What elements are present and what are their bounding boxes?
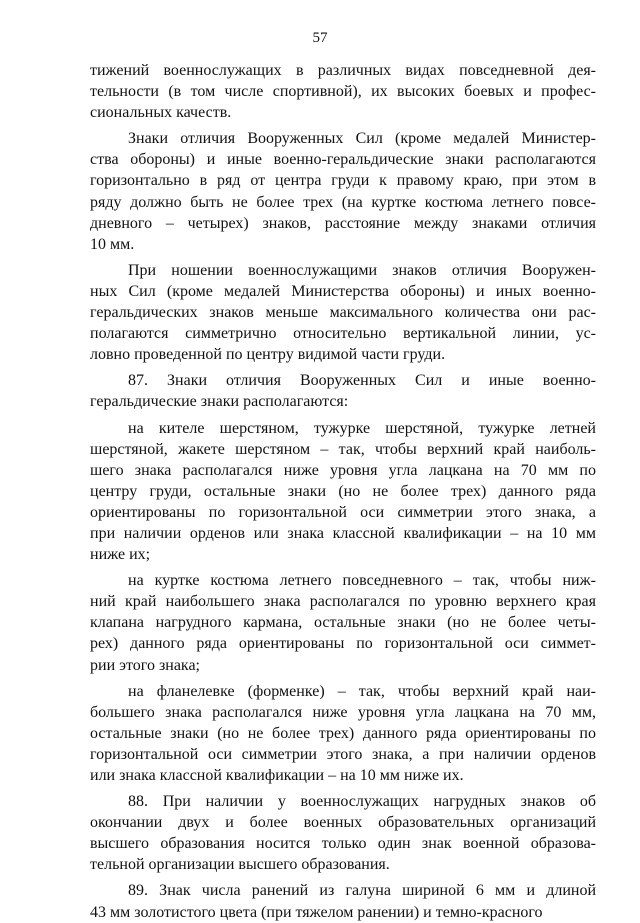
text-line: 89. Знак числа ранений из галуна шириной 6 мм и длиной <box>128 882 596 900</box>
paragraph <box>90 128 596 255</box>
text-line: ниже их; <box>90 546 151 564</box>
paragraph <box>90 791 596 875</box>
text-line: рех) данного ряда ориентированы по горизонтальной оси симмет- <box>90 635 596 653</box>
text-line: ства обороны) и иные военно-геральдические знаки располагаются <box>90 151 596 169</box>
text-line: полагаются симметрично относительно вертикальной линии, ус- <box>90 325 596 343</box>
text-line: ний край наибольшего знака располагался по уровню верхнего края <box>90 593 596 611</box>
text-line: тельности (в том числе спортивной), их высоких боевых и профес- <box>90 83 596 101</box>
text-line: шего знака располагался ниже уровня угла лацкана на 70 мм по <box>90 461 596 479</box>
text-line: 10 мм. <box>90 235 135 253</box>
text-line: на кителе шерстяном, тужурке шерстяной, тужурке летней <box>128 419 596 437</box>
text-line: остальные знаки (но не более трех) данного ряда ориентированы по <box>90 724 596 742</box>
text-line: ориентированы по горизонтальной оси симметрии этого знака, а <box>90 503 596 521</box>
text-line: шерстяной, жакете шерстяном – так, чтобы верхний край наиболь- <box>90 440 596 458</box>
text-line: при наличии орденов или знака классной квалификации – на 10 мм <box>90 524 596 542</box>
text-line: тельной организации высшего образования. <box>90 856 390 874</box>
text-line: 87. Знаки отличия Вооруженных Сил и иные военно- <box>128 372 596 390</box>
text-line: Знаки отличия Вооруженных Сил (кроме медалей Министер- <box>128 130 596 148</box>
text-line: окончании двух и более военных образовательных организаций <box>90 814 596 832</box>
text-line: тижений военнослужащих в различных видах повседневной дея- <box>90 62 596 79</box>
paragraph <box>90 370 596 412</box>
text-line: горизонтальной оси симметрии этого знака, а при наличии орденов <box>90 745 596 763</box>
text-line: на куртке костюма летнего повседневного – так, чтобы ниж- <box>128 572 596 590</box>
text-line: клапана нагрудного кармана, остальные знаки (но не более четы- <box>90 614 596 632</box>
text-line: дневного – четырех) знаков, расстояние между знаками отличия <box>90 214 596 232</box>
text-line: высшего образования носится только один знак военной образова- <box>90 835 596 853</box>
text-line: центру груди, остальные знаки (но не более трех) данного ряда <box>90 482 596 500</box>
text-line: горизонтально в ряд от центра груди к правому краю, при этом в <box>90 172 596 190</box>
text-line: ряду должно быть не более трех (на куртке костюма летнего повсе- <box>90 193 596 211</box>
text-line: большего знака располагался ниже уровня угла лацкана на 70 мм, <box>90 703 596 721</box>
text-line: или знака классной квалификации – на 10 мм ниже их. <box>90 767 464 784</box>
paragraph <box>90 570 596 675</box>
paragraph <box>90 60 596 123</box>
text-line: ных Сил (кроме медалей Министерства обороны) и иных военно- <box>90 282 596 300</box>
text-line: 43 мм золотистого цвета (при тяжелом ранении) и темно-красного <box>90 903 543 921</box>
text-line: 88. При наличии у военнослужащих нагрудных знаков об <box>128 793 596 811</box>
paragraph <box>90 880 596 922</box>
paragraph <box>90 418 596 566</box>
text-line: сиональных качеств. <box>90 104 232 122</box>
paragraph <box>90 681 596 786</box>
paragraph <box>90 260 596 365</box>
document-body <box>90 60 596 923</box>
text-line: на фланелевке (форменке) – так, чтобы верхний край наи- <box>128 682 596 700</box>
text-line: При ношении военнослужащими знаков отличия Вооружен- <box>128 261 596 279</box>
text-line: рии этого знака; <box>90 656 200 674</box>
text-line: геральдические знаки располагаются: <box>90 393 349 411</box>
page-number: 57 <box>312 30 328 46</box>
text-line: ловно проведенной по центру видимой части груди. <box>90 346 446 364</box>
text-line: геральдических знаков меньше максимального количества они рас- <box>90 304 596 322</box>
